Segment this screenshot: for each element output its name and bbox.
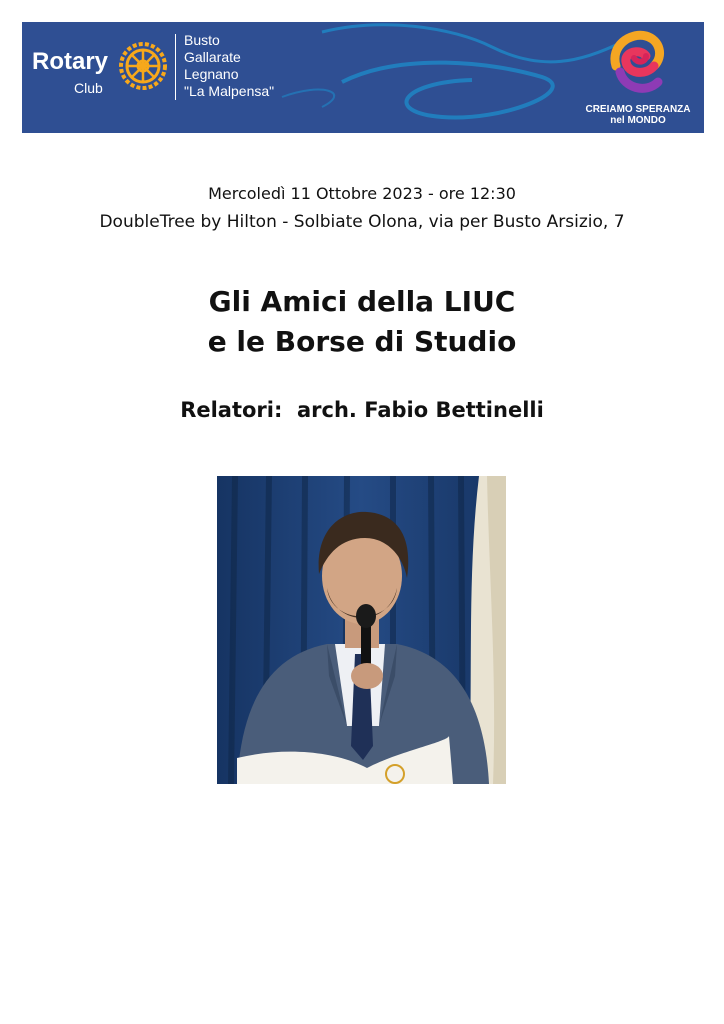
- slogan-text: [578, 104, 698, 126]
- club-name-line: Gallarate: [184, 49, 241, 65]
- rotary-wheel-icon: [117, 40, 169, 92]
- event-venue: DoubleTree by Hilton - Solbiate Olona, via per Busto Arsizio, 7: [99, 212, 625, 232]
- speakers-line: Relatori: arch. Fabio Bettinelli: [180, 398, 544, 422]
- event-date: Mercoledì 11 Ottobre 2023 - ore 12:30: [208, 184, 516, 203]
- rotary-club-label: Club: [74, 80, 103, 96]
- slogan-line-2: nel MONDO: [610, 115, 666, 126]
- club-name-line: Busto: [184, 32, 220, 48]
- hope-swirl-icon: [606, 28, 668, 100]
- title-line-1: Gli Amici della LIUC: [208, 285, 516, 318]
- speaker-photo: [217, 476, 506, 784]
- slogan-line-1: CREIAMO SPERANZA: [585, 104, 691, 115]
- club-name-line: Legnano: [184, 66, 239, 82]
- event-title: [0, 282, 724, 362]
- club-name-line: "La Malpensa": [184, 83, 275, 99]
- speaker-photo-illustration: [217, 476, 506, 784]
- header-banner: [22, 22, 704, 133]
- title-line-2: e le Borse di Studio: [207, 325, 517, 358]
- rotary-wordmark: Rotary: [32, 48, 109, 75]
- club-name-block: [184, 32, 274, 100]
- header-divider: [175, 34, 176, 100]
